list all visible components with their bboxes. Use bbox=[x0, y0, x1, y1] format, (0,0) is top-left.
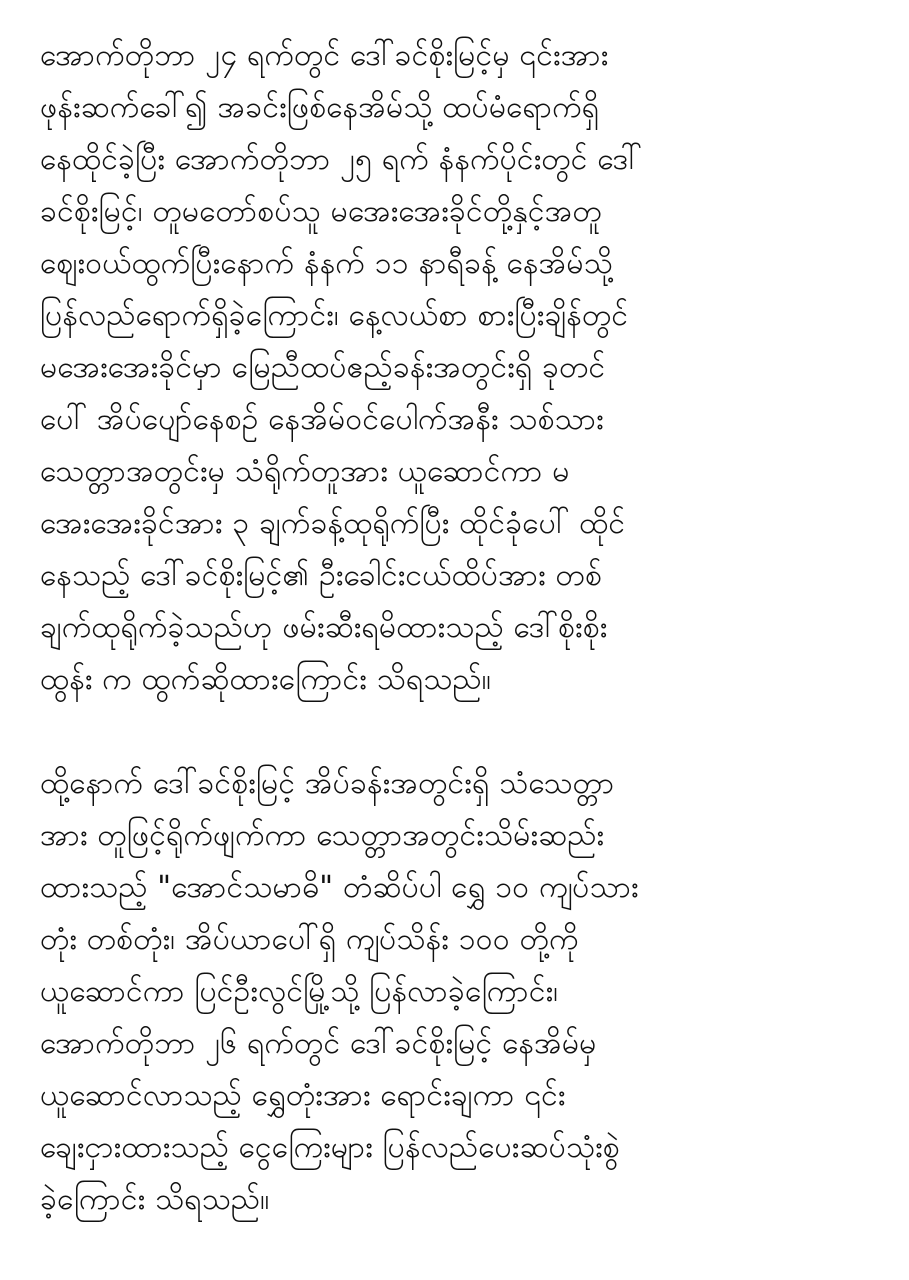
text-line: ချေးငှားထားသည့် ငွေကြေးများ ပြန်လည်ပေးဆပ်သုံးစွဲ bbox=[40, 1130, 620, 1165]
text-line: အောက်တိုဘာ ၂၄ ရက်တွင် ဒေါ်ခင်စိုးမြင့်မှ ၎င်းအား bbox=[40, 38, 609, 73]
text-line: နေထိုင်ခဲ့ပြီး အောက်တိုဘာ ၂၅ ရက် နံနက်ပိုင်းတွင် ဒေါ် bbox=[40, 142, 642, 177]
text-line: နေသည့် ဒေါ်ခင်စိုးမြင့်၏ ဦးခေါင်းငယ်ထိပ်အား တစ် bbox=[40, 558, 603, 593]
text-line: ချက်ထုရိုက်ခဲ့သည်ဟု ဖမ်းဆီးရမိထားသည့် ဒေါ်စိုးစိုး bbox=[40, 610, 608, 645]
text-line: အောက်တိုဘာ ၂၆ ရက်တွင် ဒေါ်ခင်စိုးမြင့် နေအိမ်မှ bbox=[40, 1026, 597, 1061]
text-line: ပြန်လည်ရောက်ရှိခဲ့ကြောင်း၊ နေ့လယ်စာ စားပြီးချိန်တွင် bbox=[40, 298, 629, 333]
paragraph-1 bbox=[40, 30, 869, 706]
paragraph-spacer bbox=[40, 706, 869, 758]
text-line: အေးအေးခိုင်အား ၃ ချက်ခန့်ထုရိုက်ပြီး ထိုင်ခုံပေါ် ထိုင် bbox=[40, 506, 626, 541]
text-line: မအေးအေးခိုင်မှာ မြေညီထပ်ဧည့်ခန်းအတွင်းရှိ ခုတင် bbox=[40, 350, 606, 385]
text-line: ထားသည့် "အောင်သမာဓိ" တံဆိပ်ပါ ရွှေ ၁၀ ကျပ်သား bbox=[40, 870, 639, 905]
text-line: ဖုန်းဆက်ခေါ်၍ အခင်းဖြစ်နေအိမ်သို့ ထပ်မံရောက်ရှိ bbox=[40, 90, 600, 125]
text-line: အား တူဖြင့်ရိုက်ဖျက်ကာ သေတ္တာအတွင်းသိမ်းဆည်း bbox=[40, 818, 605, 853]
text-line: တုံး တစ်တုံး၊ အိပ်ယာပေါ်ရှိ ကျပ်သိန်း ၁၀၀ တို့ကို bbox=[40, 922, 579, 957]
text-line: ထွန်း က ထွက်ဆိုထားကြောင်း သိရသည်။ bbox=[40, 662, 492, 697]
text-line: ယူဆောင်ကာ ပြင်ဦးလွင်မြို့သို့ ပြန်လာခဲ့ကြောင်း၊ bbox=[40, 974, 559, 1009]
text-line: သေတ္တာအတွင်းမှ သံရိုက်တူအား ယူဆောင်ကာ မ bbox=[40, 454, 570, 489]
text-line: ခဲ့ကြောင်း သိရသည်။ bbox=[40, 1182, 270, 1217]
text-line: ခင်စိုးမြင့်၊ တူမတော်စပ်သူ မအေးအေးခိုင်တို့နှင့်အတူ bbox=[40, 194, 602, 229]
text-line: ထို့နောက် ဒေါ်ခင်စိုးမြင့် အိပ်ခန်းအတွင်းရှိ သံသေတ္တာ bbox=[40, 766, 615, 801]
paragraph-2 bbox=[40, 758, 869, 1226]
text-line: ပေါ် အိပ်ပျော်နေစဉ် နေအိမ်ဝင်ပေါက်အနီး သစ်သား bbox=[40, 402, 604, 437]
text-line: ဈေးဝယ်ထွက်ပြီးနောက် နံနက် ၁၁ နာရီခန့် နေအိမ်သို့ bbox=[40, 246, 613, 281]
text-line: ယူဆောင်လာသည့် ရွှေတုံးအား ရောင်းချကာ ၎င်း bbox=[40, 1078, 566, 1113]
